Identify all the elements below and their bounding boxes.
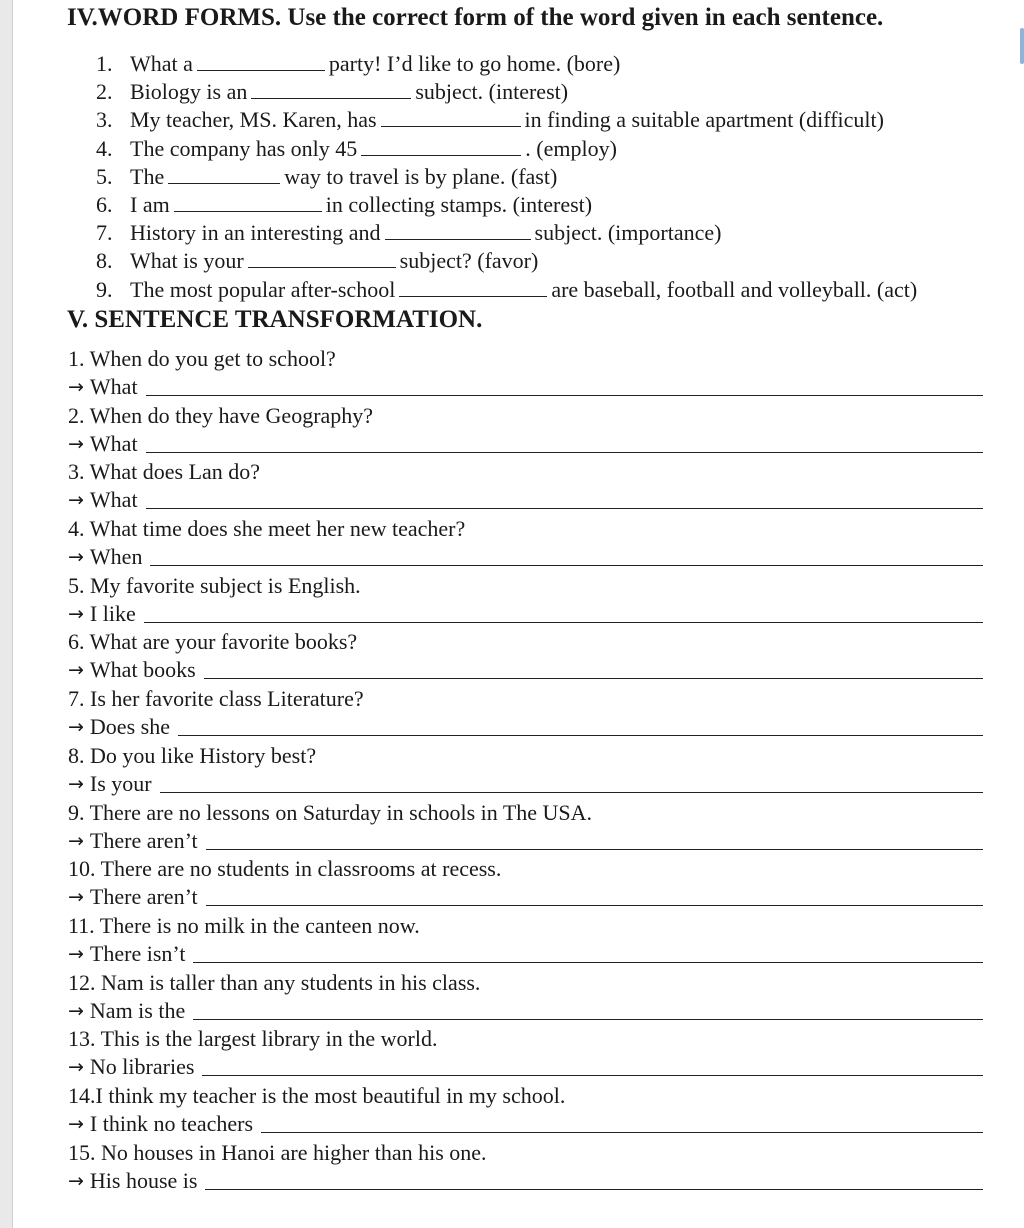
item-number: 1.	[96, 51, 113, 76]
answer-line[interactable]	[160, 792, 983, 793]
answer-line[interactable]	[202, 1075, 983, 1076]
transformation-item-14	[68, 1082, 983, 1139]
answer-blank[interactable]	[197, 52, 325, 71]
original-sentence: 1. When do you get to school?	[68, 346, 336, 371]
page-edge-shadow	[0, 0, 12, 1228]
arrow-icon: →	[68, 1112, 84, 1135]
original-sentence: 9. There are no lessons on Saturday in schools in The USA.	[68, 799, 593, 825]
item-text-after: in collecting stamps. (interest)	[325, 191, 593, 217]
item-text-before: The company has only 45	[130, 135, 358, 161]
original-sentence: 14.I think my teacher is the most beautiful in my school.	[68, 1082, 566, 1108]
answer-prompt: There aren’t	[89, 827, 198, 853]
transformation-item-15	[68, 1139, 983, 1196]
answer-line[interactable]	[146, 395, 983, 396]
item-text-before: The most popular after-school	[130, 276, 396, 302]
answer-prompt: When	[89, 544, 143, 570]
arrow-icon: →	[68, 716, 84, 739]
item-text-before: The	[130, 163, 165, 189]
arrow-icon: →	[68, 1056, 84, 1079]
arrow-icon: →	[68, 432, 84, 455]
item-number: 4.	[96, 135, 113, 161]
transformation-item-11	[68, 912, 983, 969]
transformation-item-4	[68, 515, 983, 572]
item-text-after: subject. (importance)	[534, 220, 722, 246]
item-text-after: are baseball, football and volleyball. (act)	[551, 276, 918, 302]
original-sentence: 2. When do they have Geography?	[68, 402, 374, 428]
word-forms-item-3	[96, 106, 1022, 134]
answer-prompt: No libraries	[89, 1054, 195, 1080]
sentence-transformation-heading: V. SENTENCE TRANSFORMATION.	[67, 306, 483, 333]
item-text-before: I am	[130, 191, 170, 217]
original-sentence: 7. Is her favorite class Literature?	[68, 686, 364, 712]
answer-prompt: I like	[89, 600, 136, 626]
original-sentence: 10. There are no students in classrooms at recess.	[68, 856, 502, 882]
item-text-after: way to travel is by plane. (fast)	[284, 163, 558, 189]
item-number: 3.	[96, 107, 113, 133]
answer-prompt: What	[89, 374, 138, 399]
item-text-after: . (employ)	[525, 135, 617, 161]
word-forms-item-5	[96, 163, 1022, 191]
word-forms-item-6	[96, 191, 1022, 219]
answer-line[interactable]	[193, 962, 983, 963]
sentence-transformation-list	[68, 345, 983, 1195]
word-forms-item-1	[96, 50, 1022, 78]
item-text-before: Biology is an	[130, 79, 248, 105]
answer-line[interactable]	[204, 678, 983, 679]
word-forms-heading: IV.WORD FORMS. Use the correct form of the word given in each sentence.	[67, 4, 884, 31]
arrow-icon: →	[68, 546, 84, 569]
answer-line[interactable]	[146, 508, 983, 509]
answer-prompt: What	[89, 430, 138, 456]
item-text-after: subject? (favor)	[399, 248, 539, 274]
answer-line[interactable]	[206, 905, 983, 906]
answer-prompt: What	[89, 487, 138, 513]
answer-prompt: I think no teachers	[89, 1110, 254, 1136]
transformation-item-7	[68, 685, 983, 742]
item-number: 5.	[96, 163, 113, 189]
answer-blank[interactable]	[174, 193, 322, 212]
answer-blank[interactable]	[248, 249, 396, 268]
word-forms-item-4	[96, 135, 1022, 163]
transformation-item-3	[68, 458, 983, 515]
word-forms-item-7	[96, 219, 1022, 247]
item-text-before: What is your	[130, 248, 244, 274]
item-text-before: My teacher, MS. Karen, has	[130, 107, 377, 133]
item-number: 8.	[96, 248, 113, 274]
answer-blank[interactable]	[399, 278, 547, 297]
item-number: 6.	[96, 191, 113, 217]
transformation-item-10	[68, 855, 983, 912]
answer-prompt: Is your	[89, 770, 152, 796]
answer-line[interactable]	[261, 1132, 983, 1133]
transformation-item-12	[68, 969, 983, 1026]
answer-line[interactable]	[206, 849, 983, 850]
item-number: 2.	[96, 79, 113, 105]
arrow-icon: →	[68, 829, 84, 852]
answer-prompt: What books	[89, 657, 196, 683]
transformation-item-5	[68, 572, 983, 629]
answer-prompt: His house is	[89, 1167, 198, 1193]
arrow-icon: →	[68, 376, 84, 398]
answer-blank[interactable]	[381, 108, 521, 127]
arrow-icon: →	[68, 772, 84, 795]
transformation-item-9	[68, 799, 983, 856]
item-text-after: subject. (interest)	[415, 79, 569, 105]
arrow-icon: →	[68, 602, 84, 625]
arrow-icon: →	[68, 659, 84, 682]
arrow-icon: →	[68, 942, 84, 965]
transformation-item-2	[68, 402, 983, 459]
answer-blank[interactable]	[251, 80, 411, 99]
original-sentence: 3. What does Lan do?	[68, 459, 261, 485]
original-sentence: 6. What are your favorite books?	[68, 629, 358, 655]
word-forms-item-2	[96, 78, 1022, 106]
original-sentence: 15. No houses in Hanoi are higher than his one.	[68, 1139, 487, 1165]
item-text-before: History in an interesting and	[130, 220, 381, 246]
item-number: 7.	[96, 220, 113, 246]
arrow-icon: →	[68, 886, 84, 909]
word-forms-item-9	[96, 276, 1022, 304]
page-edge-line	[12, 0, 13, 1228]
answer-prompt: There aren’t	[89, 884, 198, 910]
original-sentence: 8. Do you like History best?	[68, 742, 317, 768]
arrow-icon: →	[68, 489, 84, 512]
transformation-item-1	[68, 345, 983, 402]
transformation-item-6	[68, 628, 983, 685]
arrow-icon: →	[68, 1169, 84, 1192]
arrow-icon: →	[68, 999, 84, 1022]
word-forms-item-8	[96, 247, 1022, 275]
answer-line[interactable]	[205, 1189, 983, 1190]
item-number: 9.	[96, 276, 113, 302]
original-sentence: 11. There is no milk in the canteen now.	[68, 912, 420, 938]
answer-line[interactable]	[193, 1019, 983, 1020]
word-forms-list	[96, 50, 1022, 304]
answer-prompt: Nam is the	[89, 997, 186, 1023]
transformation-item-8	[68, 742, 983, 799]
answer-line[interactable]	[144, 622, 983, 623]
original-sentence: 13. This is the largest library in the world.	[68, 1026, 438, 1052]
original-sentence: 12. Nam is taller than any students in his class.	[68, 969, 481, 995]
item-text-after: in finding a suitable apartment (difficult)	[524, 107, 884, 133]
answer-line[interactable]	[150, 565, 983, 566]
answer-prompt: Does she	[89, 714, 170, 740]
item-text-after: party! I’d like to go home. (bore)	[328, 51, 621, 76]
original-sentence: 5. My favorite subject is English.	[68, 572, 361, 598]
answer-blank[interactable]	[361, 137, 521, 156]
item-text-before: What a	[130, 51, 193, 76]
answer-prompt: There isn’t	[89, 940, 186, 966]
answer-blank[interactable]	[168, 165, 280, 184]
answer-blank[interactable]	[385, 221, 531, 240]
answer-line[interactable]	[178, 735, 983, 736]
answer-line[interactable]	[146, 452, 983, 453]
transformation-item-13	[68, 1025, 983, 1082]
original-sentence: 4. What time does she meet her new teacher?	[68, 516, 466, 542]
